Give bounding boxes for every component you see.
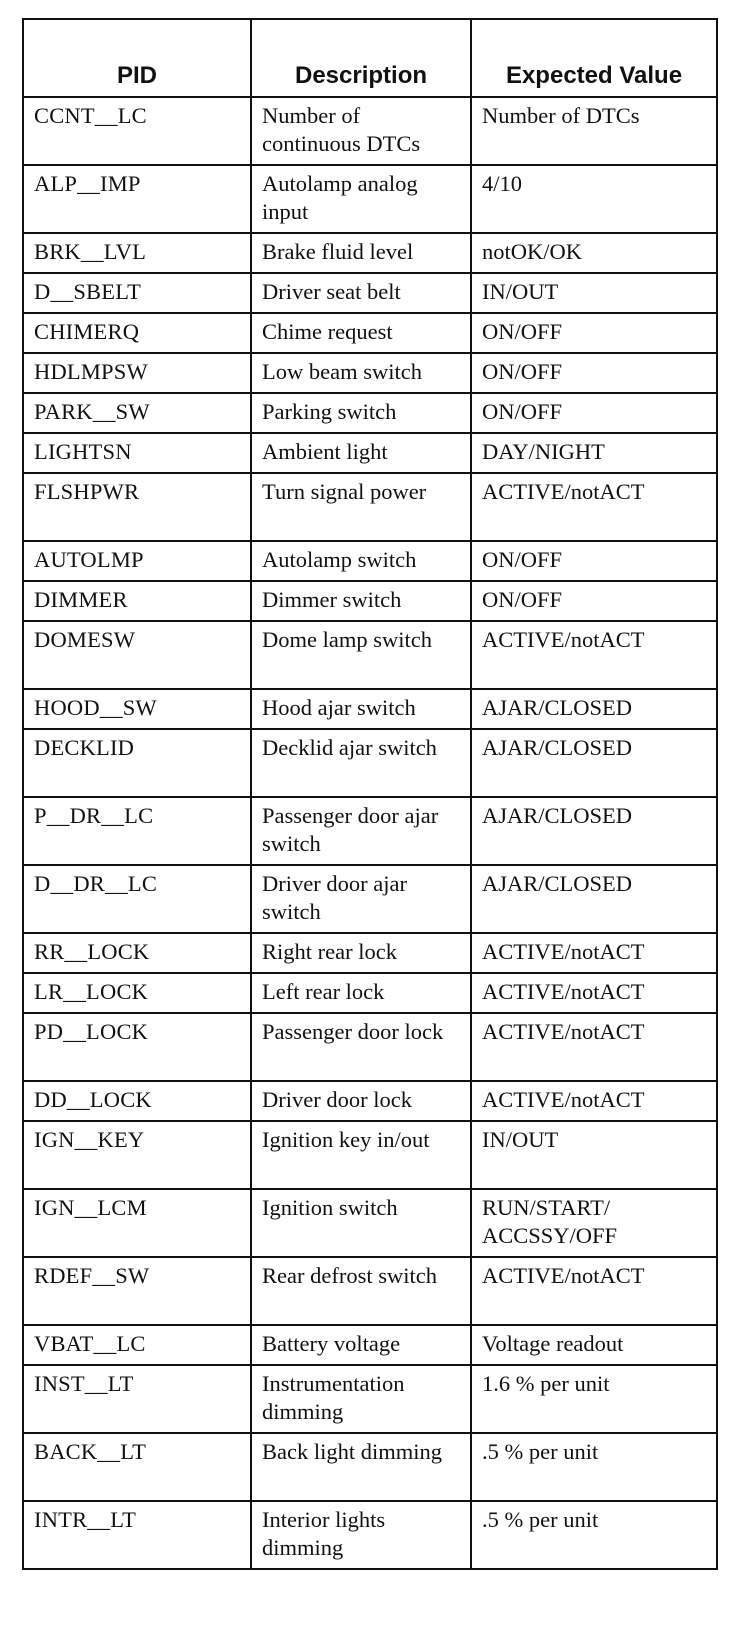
expected-value-cell: notOK/OK bbox=[471, 233, 717, 273]
pid-cell: D__SBELT bbox=[23, 273, 251, 313]
header-pid: PID bbox=[23, 19, 251, 97]
description-cell: Brake fluid level bbox=[251, 233, 471, 273]
pid-cell: IGN__LCM bbox=[23, 1189, 251, 1257]
pid-cell: AUTOLMP bbox=[23, 541, 251, 581]
expected-value-cell: ACTIVE/notACT bbox=[471, 473, 717, 541]
table-row bbox=[23, 1081, 717, 1121]
expected-value-cell: .5 % per unit bbox=[471, 1433, 717, 1501]
pid-cell: VBAT__LC bbox=[23, 1325, 251, 1365]
pid-cell: D__DR__LC bbox=[23, 865, 251, 933]
expected-value-cell: Voltage readout bbox=[471, 1325, 717, 1365]
pid-cell: LR__LOCK bbox=[23, 973, 251, 1013]
pid-cell: DD__LOCK bbox=[23, 1081, 251, 1121]
header-expected-value: Expected Value bbox=[471, 19, 717, 97]
expected-value-cell: 4/10 bbox=[471, 165, 717, 233]
pid-cell: FLSHPWR bbox=[23, 473, 251, 541]
header-row bbox=[23, 19, 717, 97]
description-cell: Chime request bbox=[251, 313, 471, 353]
pid-cell: HDLMPSW bbox=[23, 353, 251, 393]
pid-cell: IGN__KEY bbox=[23, 1121, 251, 1189]
description-cell: Right rear lock bbox=[251, 933, 471, 973]
expected-value-cell: AJAR/CLOSED bbox=[471, 729, 717, 797]
description-cell: Ignition key in/out bbox=[251, 1121, 471, 1189]
expected-value-cell: 1.6 % per unit bbox=[471, 1365, 717, 1433]
expected-value-cell: ACTIVE/notACT bbox=[471, 1257, 717, 1325]
table-row bbox=[23, 313, 717, 353]
description-cell: Rear defrost switch bbox=[251, 1257, 471, 1325]
pid-cell: INST__LT bbox=[23, 1365, 251, 1433]
pid-cell: INTR__LT bbox=[23, 1501, 251, 1569]
description-cell: Back light dimming bbox=[251, 1433, 471, 1501]
description-cell: Number of continuous DTCs bbox=[251, 97, 471, 165]
description-cell: Passenger door lock bbox=[251, 1013, 471, 1081]
table-row bbox=[23, 1121, 717, 1189]
description-cell: Driver door lock bbox=[251, 1081, 471, 1121]
table-row bbox=[23, 393, 717, 433]
expected-value-cell: ON/OFF bbox=[471, 541, 717, 581]
expected-value-cell: RUN/START/ ACCSSY/OFF bbox=[471, 1189, 717, 1257]
expected-value-cell: ON/OFF bbox=[471, 393, 717, 433]
expected-value-cell: IN/OUT bbox=[471, 1121, 717, 1189]
expected-value-cell: AJAR/CLOSED bbox=[471, 689, 717, 729]
table-row bbox=[23, 729, 717, 797]
pid-cell: PD__LOCK bbox=[23, 1013, 251, 1081]
expected-value-cell: AJAR/CLOSED bbox=[471, 797, 717, 865]
expected-value-cell: ACTIVE/notACT bbox=[471, 973, 717, 1013]
expected-value-cell: ACTIVE/notACT bbox=[471, 1081, 717, 1121]
table-body bbox=[23, 97, 717, 1569]
expected-value-cell: ACTIVE/notACT bbox=[471, 933, 717, 973]
pid-cell: CCNT__LC bbox=[23, 97, 251, 165]
description-cell: Interior lights dimming bbox=[251, 1501, 471, 1569]
pid-cell: BACK__LT bbox=[23, 1433, 251, 1501]
header-description: Description bbox=[251, 19, 471, 97]
table-row bbox=[23, 1013, 717, 1081]
table-row bbox=[23, 165, 717, 233]
pid-cell: DIMMER bbox=[23, 581, 251, 621]
expected-value-cell: AJAR/CLOSED bbox=[471, 865, 717, 933]
expected-value-cell: ON/OFF bbox=[471, 581, 717, 621]
pid-cell: PARK__SW bbox=[23, 393, 251, 433]
table-row bbox=[23, 1189, 717, 1257]
description-cell: Driver seat belt bbox=[251, 273, 471, 313]
table-row bbox=[23, 865, 717, 933]
expected-value-cell: ACTIVE/notACT bbox=[471, 621, 717, 689]
table-row bbox=[23, 973, 717, 1013]
table-row bbox=[23, 433, 717, 473]
pid-cell: CHIMERQ bbox=[23, 313, 251, 353]
description-cell: Instrumentation dimming bbox=[251, 1365, 471, 1433]
table-row bbox=[23, 541, 717, 581]
table-row bbox=[23, 473, 717, 541]
table-row bbox=[23, 797, 717, 865]
description-cell: Low beam switch bbox=[251, 353, 471, 393]
table-header bbox=[23, 19, 717, 97]
table-row bbox=[23, 1501, 717, 1569]
description-cell: Autolamp analog input bbox=[251, 165, 471, 233]
table-row bbox=[23, 1257, 717, 1325]
expected-value-cell: IN/OUT bbox=[471, 273, 717, 313]
expected-value-cell: DAY/NIGHT bbox=[471, 433, 717, 473]
description-cell: Hood ajar switch bbox=[251, 689, 471, 729]
pid-cell: RDEF__SW bbox=[23, 1257, 251, 1325]
description-cell: Autolamp switch bbox=[251, 541, 471, 581]
table-row bbox=[23, 581, 717, 621]
pid-table bbox=[22, 18, 718, 1570]
pid-cell: RR__LOCK bbox=[23, 933, 251, 973]
pid-cell: BRK__LVL bbox=[23, 233, 251, 273]
table-row bbox=[23, 621, 717, 689]
description-cell: Ambient light bbox=[251, 433, 471, 473]
description-cell: Decklid ajar switch bbox=[251, 729, 471, 797]
description-cell: Turn signal power bbox=[251, 473, 471, 541]
description-cell: Dimmer switch bbox=[251, 581, 471, 621]
pid-cell: ALP__IMP bbox=[23, 165, 251, 233]
pid-cell: HOOD__SW bbox=[23, 689, 251, 729]
pid-cell: DECKLID bbox=[23, 729, 251, 797]
description-cell: Passenger door ajar switch bbox=[251, 797, 471, 865]
table-row bbox=[23, 1433, 717, 1501]
description-cell: Left rear lock bbox=[251, 973, 471, 1013]
table-row bbox=[23, 1325, 717, 1365]
expected-value-cell: .5 % per unit bbox=[471, 1501, 717, 1569]
table-row bbox=[23, 689, 717, 729]
expected-value-cell: ON/OFF bbox=[471, 353, 717, 393]
table-row bbox=[23, 933, 717, 973]
description-cell: Battery voltage bbox=[251, 1325, 471, 1365]
expected-value-cell: ON/OFF bbox=[471, 313, 717, 353]
table-row bbox=[23, 273, 717, 313]
table-row bbox=[23, 97, 717, 165]
pid-cell: DOMESW bbox=[23, 621, 251, 689]
expected-value-cell: Number of DTCs bbox=[471, 97, 717, 165]
expected-value-cell: ACTIVE/notACT bbox=[471, 1013, 717, 1081]
table-row bbox=[23, 353, 717, 393]
table-row bbox=[23, 233, 717, 273]
pid-cell: P__DR__LC bbox=[23, 797, 251, 865]
description-cell: Dome lamp switch bbox=[251, 621, 471, 689]
description-cell: Ignition switch bbox=[251, 1189, 471, 1257]
description-cell: Parking switch bbox=[251, 393, 471, 433]
pid-cell: LIGHTSN bbox=[23, 433, 251, 473]
description-cell: Driver door ajar switch bbox=[251, 865, 471, 933]
table-row bbox=[23, 1365, 717, 1433]
